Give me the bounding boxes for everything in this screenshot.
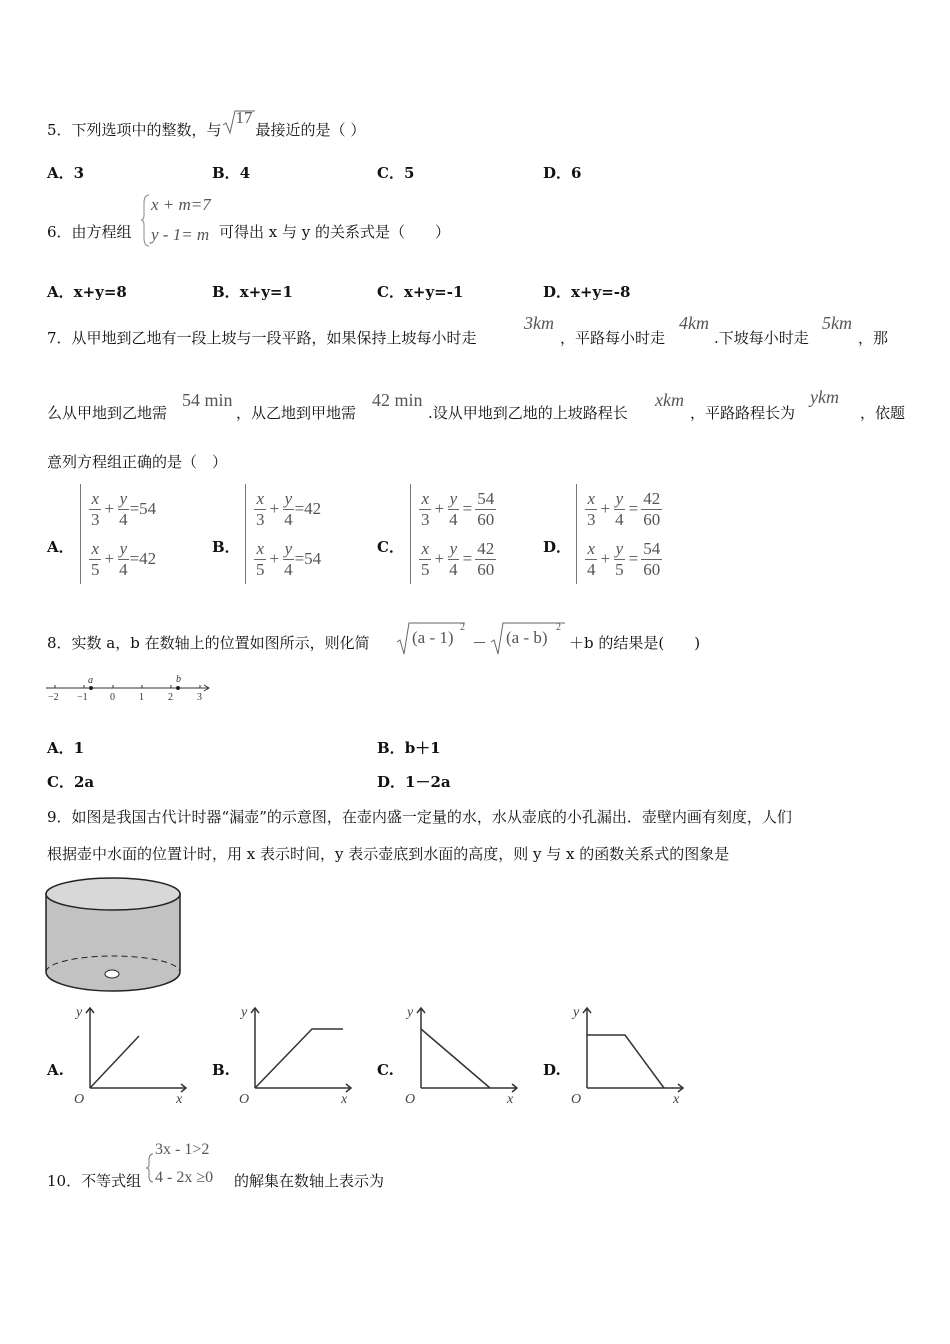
q5-option-a[interactable]: A．3 <box>47 164 85 182</box>
q7-line2-c: .设从甲地到乙地的上坡路程长 <box>428 404 628 422</box>
q7-speed-up: 3km <box>524 313 554 333</box>
svg-text:y: y <box>407 1005 414 1020</box>
q8-tick-0: 0 <box>110 692 115 703</box>
q7-line2-e: ，依题 <box>860 404 906 422</box>
q6-option-d[interactable]: D．x+y=-8 <box>543 283 631 301</box>
q5-option-d[interactable]: D．6 <box>543 164 582 182</box>
q9-line2: 根据壶中水面的位置计时，用 x 表示时间，y 表示壶底到水面的高度，则 y 与 x 的函数关系式的图象是 <box>47 845 730 863</box>
q7-line2-d: ，平路路程长为 <box>690 404 796 422</box>
svg-text:x: x <box>507 1092 514 1107</box>
q5-option-c[interactable]: C．5 <box>377 164 415 182</box>
q8-point-a <box>89 686 93 690</box>
q9-option-a-label[interactable]: A. <box>47 1061 64 1079</box>
q7-time1: 54 min <box>182 390 233 410</box>
q8-option-c[interactable]: C．2a <box>47 773 95 791</box>
q6-brace <box>141 193 151 248</box>
q8-tick-neg2: −2 <box>48 692 59 703</box>
q8-label-b: b <box>176 674 181 685</box>
q7-option-a-system[interactable]: $\frac{x}{3}$ + $\frac{y}{4}$ =54 $\frac{x}{5}$ + $\frac{y}{4}$ =42 <box>80 484 156 584</box>
q6-prompt-tail: 可得出 x 与 y 的关系式是（ ） <box>219 223 451 241</box>
q6-prompt: 6．由方程组 <box>47 223 132 241</box>
q7-option-d-system[interactable]: $\frac{x}{3}$ + $\frac{y}{4}$ = $\frac{42}{60}$ $\frac{x}{4}$ + $\frac{y}{5}$ = $\frac{54}{60}$ <box>576 484 662 584</box>
q7-option-b-system[interactable]: $\frac{x}{3}$ + $\frac{y}{4}$ =42 $\frac{x}{5}$ + $\frac{y}{4}$ =54 <box>245 484 321 584</box>
q7-var-x: xkm <box>655 390 684 410</box>
q7-option-a-label[interactable]: A． <box>47 538 74 556</box>
q8-radicand-1: (a - 1) <box>412 628 454 647</box>
q8-exponent-2: 2 <box>556 622 561 633</box>
q8-prompt: 8．实数 a，b 在数轴上的位置如图所示，则化简 <box>47 634 370 652</box>
q7-time2: 42 min <box>372 390 423 410</box>
q7-speed-down: 5km <box>822 313 852 333</box>
q7-option-b-label[interactable]: B． <box>212 538 240 556</box>
q5-prompt-tail: 最接近的是（ ） <box>255 121 366 139</box>
q8-tick-1: 1 <box>139 692 144 703</box>
q8-point-b <box>176 686 180 690</box>
q8-minus: － <box>472 634 488 652</box>
q5-sqrt <box>222 108 256 139</box>
q9-option-c-graph[interactable] <box>401 1002 525 1108</box>
q5-prompt-text: 5．下列选项中的整数，与 <box>47 121 222 139</box>
q8-radicand-2: (a - b) <box>506 628 548 647</box>
q8-option-d[interactable]: D．1－2a <box>377 773 451 791</box>
q8-tick-3: 3 <box>197 692 202 703</box>
q7-line3: 意列方程组正确的是（ ） <box>47 453 228 471</box>
q7-option-d-label[interactable]: D． <box>543 538 572 556</box>
q7-line2-a: 么从甲地到乙地需 <box>47 404 168 422</box>
svg-text:O: O <box>405 1092 416 1107</box>
q8-tick-2: 2 <box>168 692 173 703</box>
q8-option-b[interactable]: B．b＋1 <box>377 739 441 757</box>
q8-label-a: a <box>88 675 93 686</box>
q6-equation-1: x + m=7 <box>151 195 211 214</box>
q7-line1-c: .下坡每小时走 <box>714 329 809 347</box>
q6-option-a[interactable]: A．x+y=8 <box>47 283 127 301</box>
q10-inequality-2: 4 - 2x ≥0 <box>155 1169 214 1186</box>
q7-line1-a: 7．从甲地到乙地有一段上坡与一段平路，如果保持上坡每小时走 <box>47 329 477 347</box>
q5-prompt <box>47 108 366 140</box>
q9-option-c-label[interactable]: C. <box>377 1061 394 1079</box>
q10-inequality-1: 3x - 1>2 <box>155 1141 210 1158</box>
q9-option-a-graph[interactable] <box>70 1002 194 1108</box>
q7-var-y: ykm <box>810 387 839 407</box>
q8-prompt-tail: ＋b 的结果是( ) <box>569 634 701 652</box>
q8-option-a[interactable]: A．1 <box>47 739 85 757</box>
q9-line1: 9．如图是我国古代计时器“漏壶”的示意图，在壶内盛一定量的水，水从壶底的小孔漏出．壶壁内画有刻度，人们 <box>47 808 792 826</box>
q9-hole <box>105 970 119 978</box>
svg-text:x: x <box>176 1092 183 1107</box>
q8-exponent-1: 2 <box>460 622 465 633</box>
q9-option-b-label[interactable]: B. <box>212 1061 230 1079</box>
q5-radicand: 17 <box>235 108 253 127</box>
svg-text:O: O <box>74 1092 85 1107</box>
svg-text:O: O <box>571 1092 582 1107</box>
q5-option-b[interactable]: B．4 <box>212 164 251 182</box>
q6-option-b[interactable]: B．x+y=1 <box>212 283 293 301</box>
q8-number-line <box>42 672 214 706</box>
q7-speed-flat: 4km <box>679 313 709 333</box>
q9-option-b-graph[interactable] <box>235 1002 359 1108</box>
q10-prompt-tail: 的解集在数轴上表示为 <box>234 1172 385 1190</box>
q9-option-d-label[interactable]: D. <box>543 1061 561 1079</box>
q7-option-c-label[interactable]: C． <box>377 538 404 556</box>
q10-brace <box>145 1152 155 1184</box>
svg-text:x: x <box>341 1092 348 1107</box>
svg-text:x: x <box>673 1092 680 1107</box>
svg-text:y: y <box>76 1005 83 1020</box>
q9-water-clock-figure <box>42 874 184 996</box>
q6-equation-2: y - 1= m <box>151 225 210 244</box>
q8-tick-neg1: −1 <box>77 692 88 703</box>
q7-option-c-system[interactable]: $\frac{x}{3}$ + $\frac{y}{4}$ = $\frac{54}{60}$ $\frac{x}{5}$ + $\frac{y}{4}$ = $\frac{42}{60}$ <box>410 484 496 584</box>
q7-line1-d: ，那 <box>858 329 889 347</box>
q9-option-d-graph[interactable] <box>567 1002 691 1108</box>
q6-option-c[interactable]: C．x+y=-1 <box>377 283 464 301</box>
q7-line1-b: ，平路每小时走 <box>560 329 666 347</box>
svg-text:y: y <box>241 1005 248 1020</box>
svg-text:y: y <box>573 1005 580 1020</box>
q7-line2-b: ，从乙地到甲地需 <box>236 404 357 422</box>
svg-text:O: O <box>239 1092 250 1107</box>
q10-prompt: 10．不等式组 <box>47 1172 142 1190</box>
